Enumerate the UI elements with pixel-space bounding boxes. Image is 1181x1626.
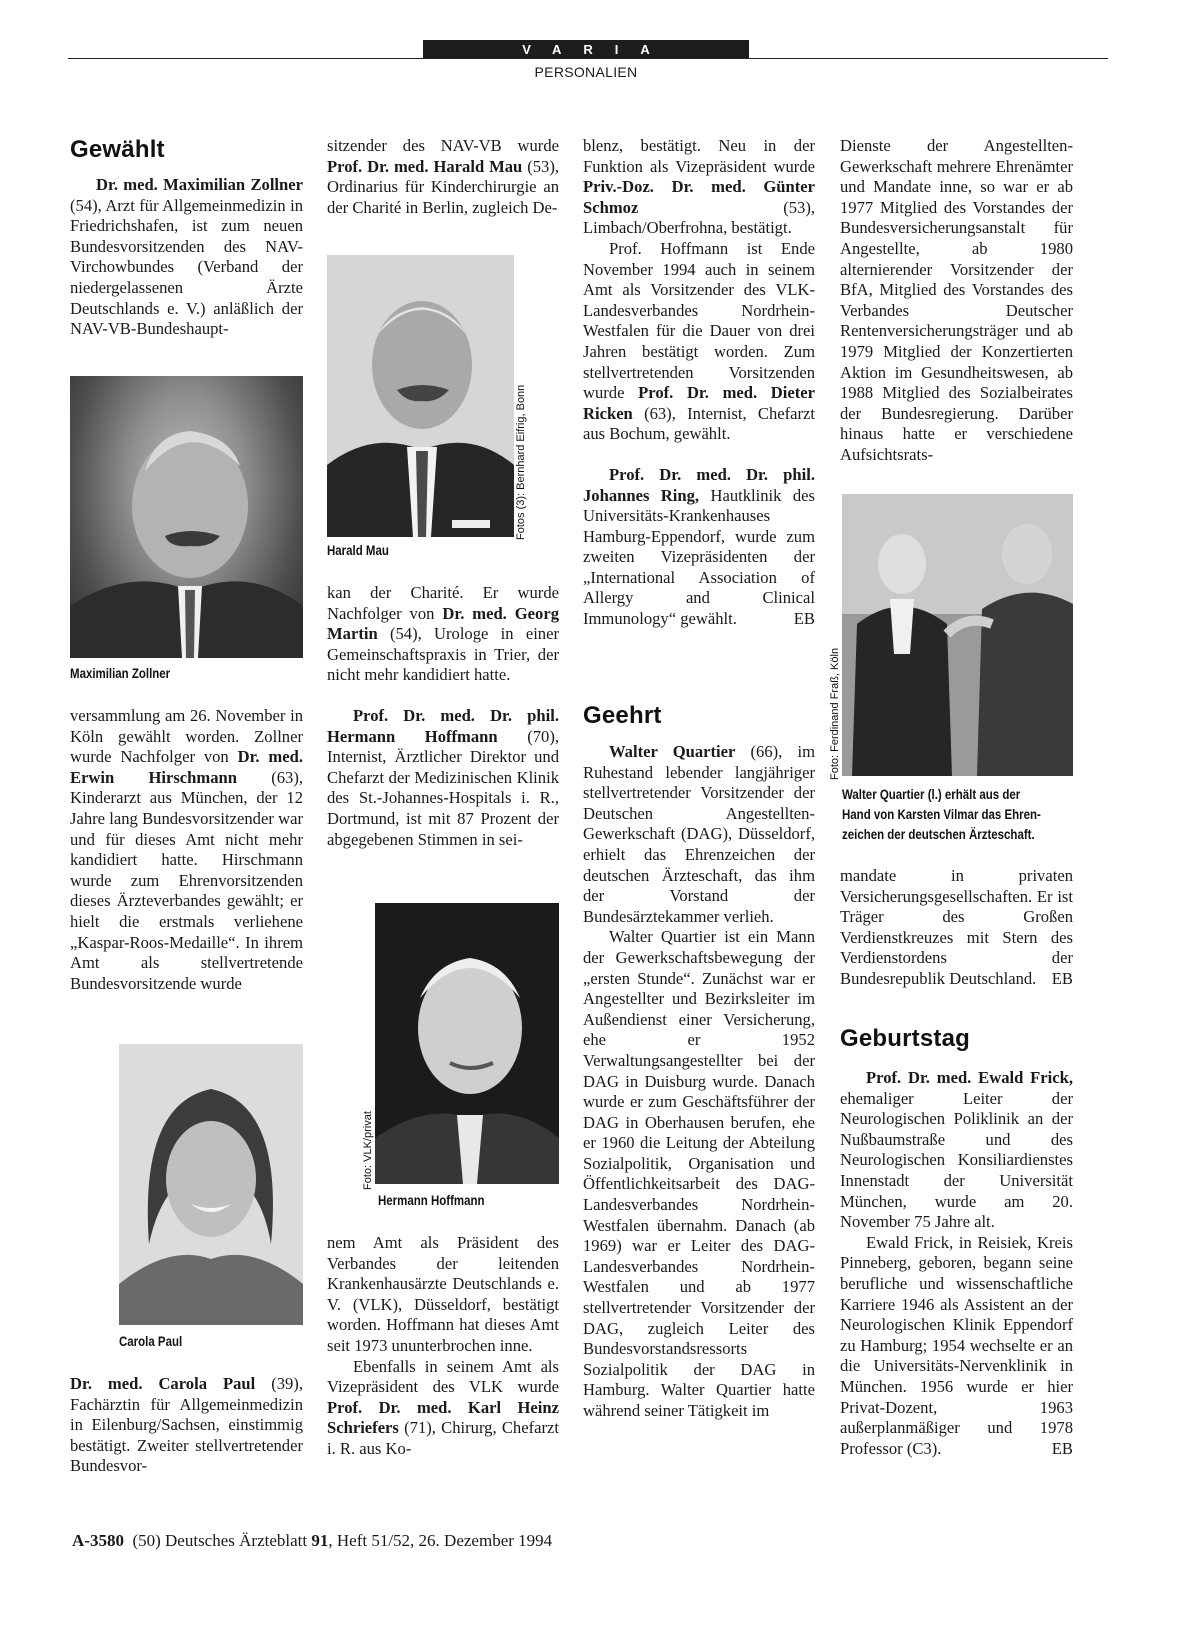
name-hoffmann: Prof. Dr. med. Dr. phil. Hermann Hoffmann (327, 705, 559, 746)
caption-quartier-line1: Walter Quartier (l.) erhält aus der (842, 786, 1021, 802)
name-mau: Prof. Dr. med. Harald Mau (327, 156, 523, 176)
paragraph-hirschmann: versammlung am 26. November in Köln gewählt worden. Zollner wurde Nachfolger von Dr. med. Erwin Hirschmann (63), Kinderarzt aus München, der 12 Jahre lang Bundesvorsitzender war und für dieses Amt nicht mehr kandidiert hatte. Hirschmann wurde zum Ehrenvorsitzenden dieses Ärzteverbandes gewählt; er hielt die erstmals verliehene „Kaspar-Roos-Medaille“. In ihrem Amt als stellvertretende Bundesvorsitzende wurde (70, 706, 303, 993)
portrait-mau (327, 255, 514, 537)
credit-eifrig: Fotos (3): Bernhard Eifrig, Bonn (515, 384, 527, 540)
caption-quartier-line3: zeichen der deutschen Ärzteschaft. (842, 826, 1035, 842)
header-rule (68, 58, 1108, 59)
column-3-bottom (583, 742, 815, 1422)
credit-frass: Foto: Ferdinand Fraß, Köln (829, 647, 841, 780)
paragraph-quartier: Walter Quartier (66), im Ruhestand lebender langjähriger stellvertretender Vorsitzender der Deutschen Angestellten-Gewerkschaft (DAG), Düsseldorf, erhielt das Ehrenzeichen der deutschen Ärzteschaft, das ihm der Vorstand der Bundesärztekammer verlieh. (583, 742, 816, 926)
paragraph-ricken: Prof. Hoffmann ist Ende November 1994 auch in seinem Amt als Vorsitzender des VLK-Landesverbandes Nordrhein-Westfalen für die Dauer von drei Jahren bestätigt worden. Zum stellvertretenden Vorsitzenden wurde Prof. Dr. med. Dieter Ricken (63), Internist, Chefarzt aus Bochum, gewählt. (583, 238, 815, 444)
column-2-top (327, 136, 559, 218)
name-ricken: Prof. Dr. med. Dieter Ricken (583, 383, 815, 423)
name-schriefers: Prof. Dr. med. Karl Heinz Schriefers (327, 1397, 559, 1438)
column-1-bottom (70, 1374, 303, 1477)
photo-zollner (70, 376, 303, 658)
column-3-top (583, 136, 815, 630)
heading-geburtstag: Geburtstag (840, 1025, 971, 1052)
photo-quartier (842, 494, 1073, 776)
paragraph-frick: Prof. Dr. med. Ewald Frick, ehemaliger Leiter der Neurologischen Poliklinik an der Nußbaumstraße und des Neurologischen Konsiliardienstes Innenstadt der Universität München, wurde am 20. November 75 Jahre alt. (840, 1068, 1073, 1232)
paragraph-schmoz: blenz, bestätigt. Neu in der Funktion als Vizepräsident wurde Priv.-Doz. Dr. med. Günter Schmoz (53), Limbach/Oberfrohna, bestätigt. (583, 136, 815, 238)
photo-award-ceremony (842, 494, 1073, 776)
column-1-middle (70, 706, 303, 994)
paragraph-quartier-honours: mandate in privaten Versicherungsgesellschaften. Er ist Träger des Großen Verdienstkreuzes mit Stern des Verdienstordens der Bundesrepublik Deutschland. EB (840, 866, 1073, 988)
author-mark-eb: EB (1051, 968, 1073, 988)
column-4-top (840, 136, 1073, 466)
name-ring: Prof. Dr. med. Dr. phil. Johannes Ring, (583, 464, 815, 505)
photo-mau (327, 255, 514, 537)
name-frick: Prof. Dr. med. Ewald Frick, (866, 1068, 1073, 1087)
volume-number: 91 (311, 1531, 329, 1550)
author-mark-eb: EB (793, 609, 815, 629)
paragraph-paul: Dr. med. Carola Paul (39), Fachärztin für Allgemeinmedizin in Eilenburg/Sachsen, einstimmig bestätigt. Zweiter stellvertretender Bundesvor- (70, 1374, 303, 1476)
paragraph-ring: Prof. Dr. med. Dr. phil. Johannes Ring, Hautklinik des Universitäts-Krankenhauses Hamburg-Eppendorf, wurde zum zweiten Vizepräsidenten der „International Association of Allergy and Clinical Immunology“ gewählt. EB (583, 464, 815, 629)
column-4-bottom (840, 1068, 1073, 1459)
column-1-top (70, 175, 303, 340)
heading-gewaehlt: Gewählt (70, 136, 165, 163)
caption-quartier-line2: Hand von Karsten Vilmar das Ehren- (842, 806, 1041, 822)
page-footer: A-3580 (50) Deutsches Ärzteblatt 91, Heft 51/52, 26. Dezember 1994 (72, 1531, 553, 1550)
paragraph-mau: sitzender des NAV-VB wurde Prof. Dr. med. Harald Mau (53), Ordinarius für Kinderchirurgie an der Charité in Berlin, zugleich De- (327, 136, 559, 217)
author-mark-eb: EB (1051, 1438, 1073, 1458)
name-zollner: Dr. med. Maximilian Zollner (96, 175, 303, 194)
caption-mau: Harald Mau (327, 542, 389, 558)
caption-hoffmann: Hermann Hoffmann (378, 1192, 485, 1208)
name-martin: Dr. med. Georg Martin (327, 603, 559, 644)
name-quartier: Walter Quartier (609, 742, 736, 761)
paragraph-hoffmann: Prof. Dr. med. Dr. phil. Hermann Hoffmann (70), Internist, Ärztlicher Direktor und Chefarzt der Medizinischen Klinik des St.-Johannes-Hospitals i. R., Dortmund, ist mit 87 Prozent der abgegebenen Stimmen in sei- (327, 705, 559, 849)
section-banner: VARIA (423, 40, 749, 59)
caption-paul: Carola Paul (119, 1333, 183, 1349)
section-label: PERSONALIEN (534, 64, 638, 80)
name-schmoz: Priv.-Doz. Dr. med. Günter Schmoz (583, 177, 815, 217)
paragraph-martin: kan der Charité. Er wurde Nachfolger von Dr. med. Georg Martin (54), Urologe in einer Gemeinschaftspraxis in Trier, der nicht mehr kandidiert hatte. (327, 583, 559, 685)
name-paul: Dr. med. Carola Paul (70, 1374, 256, 1393)
paragraph-quartier-career: Walter Quartier ist ein Mann der Gewerkschaftsbewegung der „ersten Stunde“. Zunächst war er Angestellter und Bezirksleiter im Außendienst einer Versicherung, ehe er 1952 Verwaltungsangestellter bei der DAG in Duisburg wurde. Danach wurde er zum Geschäftsführer der DAG in Oberhausen berufen, ehe er 1960 die Leitung der Abteilung Sozialpolitik, Organisation und Öffentlichkeitsarbeit des DAG-Landesverbandes Nordrhein-Westfalen übernahm. Danach (ab 1969) war er Leiter des DAG-Landesverbandes Nordrhein-Westfalen und ab 1977 stellvertretender Vorsitzender der DAG, zugleich Leiter des Bundesvorstandsressorts Sozialpolitik der DAG in Hamburg. Walter Quartier hatte während seiner Tätigkeit im (583, 927, 815, 1420)
credit-vlk: Foto: VLK/privat (362, 1111, 374, 1190)
paragraph-schriefers: Ebenfalls in seinem Amt als Vizepräsident des VLK wurde Prof. Dr. med. Karl Heinz Schriefers (71), Chirurg, Chefarzt i. R. aus Ko- (327, 1356, 559, 1458)
paragraph-frick-career: Ewald Frick, in Reisiek, Kreis Pinneberg, geboren, begann seine berufliche und wissenschaftliche Karriere 1946 als Assistent an der Neurologischen Klinik Eppendorf zu Hamburg; 1954 wechselte er an die Universitäts-Nervenklinik in München. 1956 wurde er hier Privat-Dozent, 1963 außerplanmäßiger und 1978 Professor (C3). EB (840, 1232, 1073, 1458)
portrait-zollner (70, 376, 303, 658)
column-2-upper-middle (327, 583, 559, 850)
portrait-hoffmann (375, 903, 559, 1184)
caption-zollner: Maximilian Zollner (70, 665, 171, 681)
column-4-middle (840, 866, 1073, 990)
paragraph-vlk: nem Amt als Präsident des Verbandes der leitenden Krankenhausärzte Deutschlands e. V. (VLK), Düsseldorf, bestätigt worden. Hoffmann hat dieses Amt seit 1973 ununterbrochen inne. (327, 1233, 559, 1355)
paragraph-quartier-offices: Dienste der Angestellten-Gewerkschaft mehrere Ehrenämter und Mandate inne, so war er ab 1977 Mitglied des Vorstandes der Bundesversicherungsanstalt für Angestellte, ab 1980 alternierender Vorsitzender der BfA, Mitglied des Vorstandes des Verbandes Deutscher Rentenversicherungsträger und ab 1979 Mitglied der Konzertierten Aktion im Gesundheitswesen, ab 1988 Mitglied des Sozialbeirates der Bundesregierung. Darüber hinaus hatte er verschiedene Aufsichtsrats- (840, 136, 1073, 464)
column-2-bottom (327, 1233, 559, 1460)
photo-paul (119, 1044, 303, 1325)
paragraph-zollner: Dr. med. Maximilian Zollner (54), Arzt für Allgemeinmedizin in Friedrichshafen, ist zum neuen Bundesvorsitzenden des NAV-Virchowbundes (Verband der niedergelassenen Ärzte Deutschlands e. V.) anläßlich der NAV-VB-Bundeshaupt- (70, 175, 303, 339)
heading-geehrt: Geehrt (583, 702, 662, 729)
photo-hoffmann (375, 903, 559, 1184)
name-hirschmann: Dr. med. Erwin Hirschmann (70, 747, 303, 787)
portrait-paul (119, 1044, 303, 1325)
page-number: A-3580 (72, 1531, 124, 1550)
